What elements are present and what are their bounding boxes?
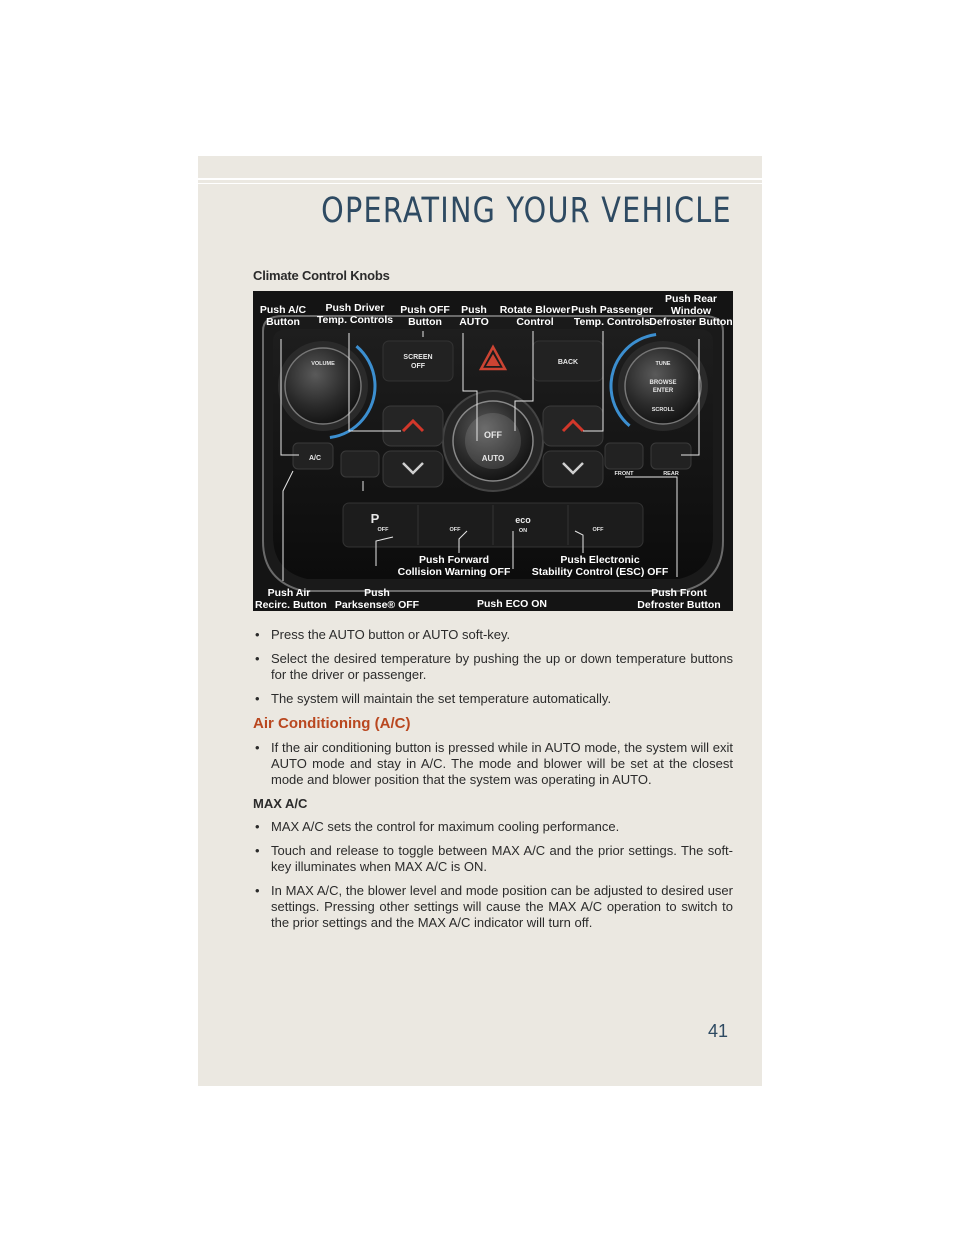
callout-front-defrost: Push Front Defroster Button <box>637 587 721 611</box>
panel-ac-label: A/C <box>308 455 322 462</box>
panel-tune-label: TUNE <box>655 361 671 367</box>
callout-recirc: Push Air Recirc. Button <box>255 587 327 611</box>
callout-rear-defrost: Push Rear Window Defroster Button <box>649 293 733 328</box>
header-rule-thin <box>198 183 762 184</box>
section-title: OPERATING YOUR VEHICLE <box>321 191 732 231</box>
panel-eco-on-label: ON <box>518 528 528 534</box>
bullet-ac-1: • If the air conditioning button is pressed while in AUTO mode, the system will exit AUTO mode and stay in A/C. The mode and blower will be set at the closest mode and blower position that the system was operating in AUTO. <box>253 740 733 788</box>
panel-off-label: OFF <box>484 430 502 440</box>
panel-rear-label: REAR <box>663 471 679 477</box>
callout-ac-button: Push A/C Button <box>259 304 307 328</box>
panel-browse-line2: ENTER <box>652 388 674 394</box>
callout-esc: Push Electronic Stability Control (ESC) OFF <box>531 554 669 578</box>
bullet-auto-3: • The system will maintain the set temperature automatically. <box>253 691 733 707</box>
panel-esc-off-label: OFF <box>592 527 604 533</box>
panel-p-icon: P <box>370 511 380 526</box>
panel-scroll-label: SCROLL <box>651 407 675 413</box>
bullet-max-ac-1: • MAX A/C sets the control for maximum cooling performance. <box>253 819 733 835</box>
panel-fcw-off-label: OFF <box>449 527 461 533</box>
callout-eco: Push ECO ON <box>476 598 547 610</box>
climate-control-figure <box>253 291 733 611</box>
panel-browse-line1: BROWSE <box>649 380 677 386</box>
page-content <box>253 268 733 939</box>
panel-front-label: FRONT <box>614 471 634 477</box>
ac-heading: Air Conditioning (A/C) <box>253 715 411 732</box>
callout-blower: Rotate Blower Control <box>499 304 571 328</box>
callout-auto: Push AUTO <box>459 304 489 328</box>
panel-screen-off-line2: OFF <box>411 363 425 370</box>
panel-auto-label: AUTO <box>481 454 505 463</box>
ac-bullets <box>253 740 733 788</box>
panel-back-label: BACK <box>557 359 579 366</box>
bullet-auto-1: • Press the AUTO button or AUTO soft-key. <box>253 627 733 643</box>
callout-fcw: Push Forward Collision Warning OFF <box>397 554 511 578</box>
bullet-auto-2: • Select the desired temperature by pushing the up or down temperature buttons for the driver or passenger. <box>253 651 733 683</box>
callout-passenger-temp: Push Passenger Temp. Controls <box>571 304 653 328</box>
max-ac-heading: MAX A/C <box>253 796 308 811</box>
panel-eco-label: eco <box>515 515 531 525</box>
panel-volume-label: VOLUME <box>311 361 335 367</box>
panel-p-off-label: OFF <box>377 527 389 533</box>
bullet-max-ac-2: • Touch and release to toggle between MAX A/C and the prior settings. The soft-key illuminates when MAX A/C is ON. <box>253 843 733 875</box>
callout-parksense: Push Parksense® OFF <box>334 587 420 611</box>
page-number: 41 <box>707 1021 728 1041</box>
bullet-max-ac-3: • In MAX A/C, the blower level and mode position can be adjusted to desired user settings. Pressing other settings will cause the MAX A/C operation to switch to the prior settings and the MAX A/C indicator will turn off. <box>253 883 733 931</box>
figure-title: Climate Control Knobs <box>253 268 390 283</box>
callout-driver-temp: Push Driver Temp. Controls <box>316 302 394 326</box>
header-rule <box>198 178 762 180</box>
auto-bullets <box>253 627 733 707</box>
panel-screen-off-line1: SCREEN <box>403 354 433 361</box>
manual-page <box>198 156 762 1086</box>
callout-off-button: Push OFF Button <box>400 304 450 328</box>
max-ac-bullets <box>253 819 733 931</box>
